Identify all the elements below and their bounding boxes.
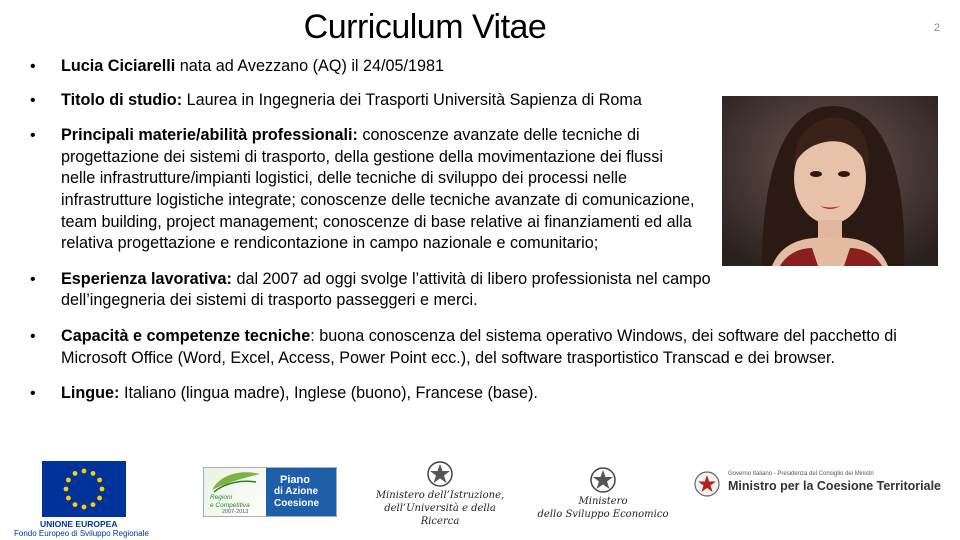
leaf-icon — [204, 468, 266, 494]
bullet-label: Principali materie/abilità professionali: — [61, 126, 358, 145]
bullet-technical — [30, 326, 901, 369]
eu-label: UNIONE EUROPEA — [40, 519, 118, 529]
miur-logo — [365, 459, 515, 525]
bullet-label: Capacità e competenze tecniche — [61, 326, 311, 345]
bullet-label: Lucia Ciciarelli — [61, 57, 176, 75]
bullet-label: Lingue: — [61, 384, 120, 403]
pon-title-1: Piano — [280, 474, 310, 486]
pon-title-3: Coesione — [274, 498, 320, 509]
bullet-text: conoscenze avanzate delle tecniche di progettazione dei sistemi di trasporto, della gestione della movimentazione dei flussi nelle infrastrutture/impianti logistici, delle tecniche di sviluppo dei processi nelle infrastrutture logistiche integrate; conoscenze delle tecniche avanzate di comunicazione, team building, project management; conoscenze di base relative ai finanziamenti ed alla relativa progettazione e rendicontazione in campo nazionale e comunitario; — [61, 126, 695, 253]
pon-right-panel — [266, 468, 336, 516]
bullet-skills — [30, 125, 701, 255]
slide-title: Curriculum Vitae — [303, 8, 547, 46]
pon-title-2: di Azione — [274, 486, 319, 497]
italian-emblem-icon — [588, 465, 618, 495]
mise-line-1: Ministero — [578, 496, 628, 507]
mise-logo — [533, 465, 673, 525]
bullet-name — [30, 56, 910, 78]
bullet-text: : buona conoscenza del sistema operativo Windows, dei software del pacchetto di Microsoft Office (Word, Excel, Access, Power Point ecc.), del software trasportistico Transcad e dei browser. — [61, 326, 897, 367]
pon-period-label: 2007-2013 — [222, 509, 249, 515]
bullet-text: Laurea in Ingegneria dei Trasporti Università Sapienza di Roma — [182, 90, 642, 109]
miur-line-1: Ministero dell’Istruzione, — [375, 490, 505, 501]
pon-competitiva-label: e Competitiva — [210, 502, 250, 509]
pon-regions-label: Regioni — [210, 494, 233, 501]
italian-emblem-icon — [692, 469, 722, 499]
pon-coesione-logo — [203, 467, 337, 517]
page-number: 2 — [933, 22, 940, 34]
bullet-text: dal 2007 ad oggi svolge l’attività di libero professionista nel campo dell’ingegneria dei sistemi di trasporto passeggeri e merci. — [61, 269, 711, 310]
bullet-education — [30, 90, 761, 112]
ministro-label: Ministro per la Coesione Territoriale — [728, 479, 942, 493]
mise-line-2: dello Sviluppo Economico — [537, 509, 669, 520]
bullet-label: Titolo di studio: — [61, 90, 183, 109]
bullet-text: nata ad Avezzano (AQ) il 24/05/1981 — [175, 57, 445, 75]
logo-strip — [0, 455, 960, 540]
government-label: Governo Italiano - Presidenza del Consiglio dei Ministri — [728, 471, 874, 477]
profile-photo — [722, 96, 938, 266]
pon-left-panel — [204, 468, 266, 516]
eu-fund-label: Fondo Europeo di Sviluppo Regionale — [14, 529, 149, 538]
bullet-text: Italiano (lingua madre), Inglese (buono), Francese (base). — [119, 384, 538, 403]
bullet-label: Esperienza lavorativa: — [61, 269, 232, 288]
ministro-coesione-logo — [692, 469, 954, 499]
portrait-image — [722, 96, 938, 266]
eu-flag-icon — [42, 461, 126, 517]
miur-line-2: dell’Università e della Ricerca — [384, 503, 496, 527]
bullet-experience — [30, 269, 801, 312]
bullet-languages — [30, 383, 901, 405]
eu-logo — [14, 461, 162, 539]
italian-emblem-icon — [425, 459, 455, 489]
